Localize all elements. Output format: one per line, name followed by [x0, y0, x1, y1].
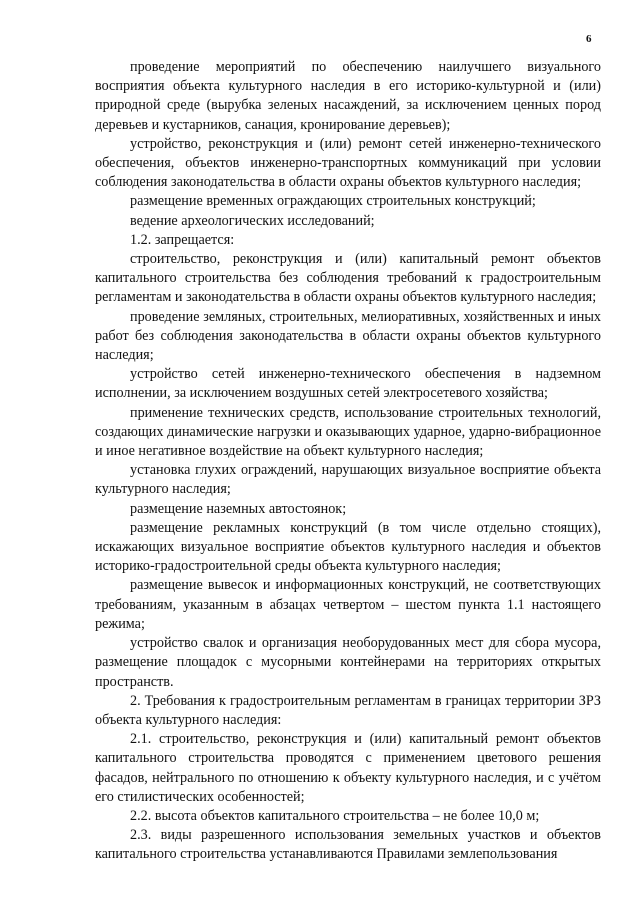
paragraph: размещение вывесок и информационных конструкций, не соответствующих требованиям, указанным в абзацах четвертом – шестом пункта 1.1 настоящего режима;: [95, 577, 601, 632]
paragraph: проведение земляных, строительных, мелиоративных, хозяйственных и иных работ без соблюдения законодательства в области охраны объектов культурного наследия;: [95, 308, 601, 364]
section-heading: 1.2. запрещается:: [130, 231, 235, 248]
paragraph: 2.3. виды разрешенного использования земельных участков и объектов капитального строительства устанавливаются Правилами землепользования: [95, 827, 601, 863]
paragraph: размещение рекламных конструкций (в том числе отдельно стоящих), искажающих визуальное восприятие объектов культурного наследия и объектов историко-градостроительной среды объекта культурного наследия;: [95, 519, 601, 575]
document-body: [95, 58, 601, 865]
section-heading: 2. Требования к градостроительным регламентам в границах территории ЗРЗ объекта культурного наследия:: [95, 692, 601, 728]
paragraph: устройство, реконструкция и (или) ремонт сетей инженерно-технического обеспечения, объектов инженерно-транспортных коммуникаций при условии соблюдения законодательства в области охраны объектов культурного наследия;: [95, 135, 601, 191]
paragraph: размещение временных ограждающих строительных конструкций;: [130, 193, 536, 210]
paragraph: применение технических средств, использование строительных технологий, создающих динамические нагрузки и оказывающих ударное, ударно-вибрационное и иное негативное воздействие на объект культурного наследия;: [95, 404, 601, 460]
paragraph: устройство свалок и организация необорудованных мест для сбора мусора, размещение площадок с мусорными контейнерами на территориях открытых пространств.: [95, 635, 601, 690]
page-number: 6: [586, 33, 592, 45]
paragraph: 2.2. высота объектов капитального строительства – не более 10,0 м;: [130, 807, 540, 824]
paragraph: установка глухих ограждений, нарушающих визуальное восприятие объекта культурного наследия;: [95, 462, 601, 498]
paragraph: 2.1. строительство, реконструкция и (или) капитальный ремонт объектов капитального строительства проводятся с применением цветового решения фасадов, нейтрального по отношению к объекту культурного наследия, и с учётом его стилистических особенностей;: [95, 731, 601, 805]
paragraph: проведение мероприятий по обеспечению наилучшего визуального восприятия объекта культурного наследия в его историко-культурной и (или) природной среде (вырубка зеленых насаждений, за исключением ценных пород деревьев и кустарников, санация, кронирование деревьев);: [95, 59, 601, 133]
paragraph: размещение наземных автостоянок;: [130, 500, 347, 517]
paragraph: устройство сетей инженерно-технического обеспечения в надземном исполнении, за исключением воздушных сетей электросетевого хозяйства;: [95, 366, 601, 402]
paragraph: ведение археологических исследований;: [130, 212, 375, 229]
paragraph: строительство, реконструкция и (или) капитальный ремонт объектов капитального строительства без соблюдения требований к градостроительным регламентам и законодательства в области охраны объектов культурного наследия;: [95, 251, 601, 306]
